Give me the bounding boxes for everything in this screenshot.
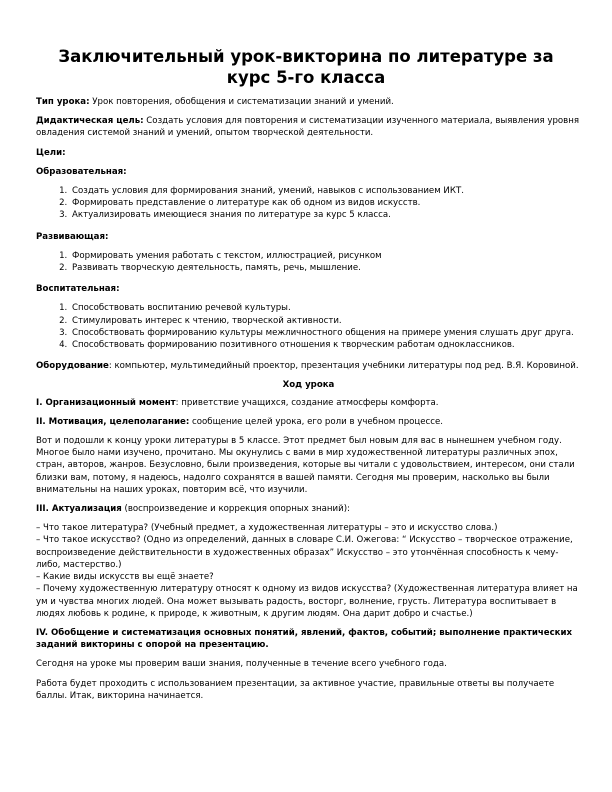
stage-3-label: III. Актуализация [36, 504, 122, 515]
qa-line: – Какие виды искусств вы ещё знаете? [36, 572, 214, 583]
developing-list [36, 250, 581, 274]
list-item: 1. Создать условия для формирования знаний, умений, навыков с использованием ИКТ. [70, 185, 581, 197]
document-title: Заключительный урок-викторина по литературе за курс 5-го класса [58, 47, 554, 87]
course-heading: Ход урока [282, 380, 335, 391]
list-item: 2. Развивать творческую деятельность, память, речь, мышление. [70, 262, 581, 274]
didactic-goal-label: Дидактическая цель: [36, 116, 144, 127]
upbringing-heading: Воспитательная: [36, 284, 120, 295]
equipment [36, 360, 581, 372]
list-item: 3. Актуализировать имеющиеся знания по литературе за курс 5 класса. [70, 209, 581, 221]
stage-1-label: I. Организационный момент [36, 397, 176, 408]
stage-1 [36, 397, 581, 409]
stage-1-text: : приветствие учащихся, создание атмосферы комфорта. [175, 397, 439, 408]
stage-4: IV. Обобщение и систематизация основных понятий, явлений, фактов, событий; выполнение практических заданий викторины с опорой на презентацию. [36, 627, 573, 651]
educational-list [36, 185, 581, 222]
stage-3-text: (воспроизведение и коррекция опорных знаний): [121, 504, 350, 515]
list-item: 1. Способствовать воспитанию речевой культуры. [70, 302, 581, 314]
list-item: 4. Способствовать формированию позитивного отношения к творческим работам одноклассников. [70, 339, 581, 351]
lesson-type-label: Тип урока: [36, 97, 90, 107]
qa-line: – Почему художественную литературу относят к одному из видов искусства? (Художественная литература влияет на ум и чувства многих людей. Она может вызывать радость, восторг, волнение, грусть. Литература воспитывает в людях любовь к родине, к природе, к животным, к другим людям. Она дарит добро и счастье.) [36, 584, 578, 619]
stage-2-label: II. Мотивация, целеполагание: [36, 416, 190, 427]
equipment-label: Оборудование [36, 361, 109, 372]
didactic-goal-text: Создать условия для повторения и систематизации изученного материала, выявления уровня овладения системой знаний и умений, опытом творческой деятельности. [36, 116, 580, 139]
list-item: 2. Стимулировать интерес к чтению, творческой активности. [70, 315, 581, 327]
qa-line: – Что такое искусство? (Одно из определений, данных в словаре С.И. Ожегова: “ Искусство – творческое отражение, воспроизведение действительности в художественных образах” Искусство – это утончённая способность к чему-либо, мастерство.) [36, 535, 573, 570]
lesson-type-text: Урок повторения, обобщения и систематизации знаний и умений. [89, 97, 394, 107]
didactic-goal [36, 115, 581, 139]
developing-heading: Развивающая: [36, 231, 109, 242]
intro-paragraph: Вот и подошли к концу уроки литературы в 5 классе. Этот предмет был новым для вас в нынешнем учебном году. Многое было нами изучено, прочитано. Мы окунулись с вами в мир художественной литературы различных эпох, стран, авторов, жанров. Безусловно, были произведения, которые вы читали с удовольствием, интересом, они стали близки вам, потому, я надеюсь, надолго сохранятся в вашей памяти. Сегодня мы проверим, насколько вы были внимательны на наших уроках, повторим всё, что изучили. [36, 436, 575, 495]
lesson-type [36, 96, 581, 108]
list-item: 2. Формировать представление о литературе как об одном из видов искусств. [70, 197, 581, 209]
list-item: 3. Способствовать формированию культуры межличностного общения на примере умения слушать друг друга. [70, 327, 581, 339]
equipment-text: : компьютер, мультимедийный проектор, презентация учебники литературы под ред. В.Я. Коровиной. [108, 361, 579, 372]
document-body [36, 96, 581, 702]
educational-heading: Образовательная: [36, 166, 127, 177]
stage-2-text: сообщение целей урока, его роли в учебном процессе. [189, 416, 444, 427]
stage-2 [36, 416, 581, 428]
list-item: 1. Формировать умения работать с текстом, иллюстрацией, рисунком [70, 250, 581, 262]
stage-3 [36, 503, 581, 515]
closing-paragraph-2: Работа будет проходить с использованием презентации, за активное участие, правильные ответы вы получаете баллы. Итак, викторина начинается. [36, 678, 555, 701]
goals-heading: Цели: [36, 147, 66, 158]
closing-paragraph-1: Сегодня на уроке мы проверим ваши знания, полученные в течение всего учебного года. [36, 659, 447, 670]
qa-line: – Что такое литература? (Учебный предмет, а художественная литературы – это и искусство слова.) [36, 523, 498, 534]
upbringing-list [36, 302, 581, 351]
